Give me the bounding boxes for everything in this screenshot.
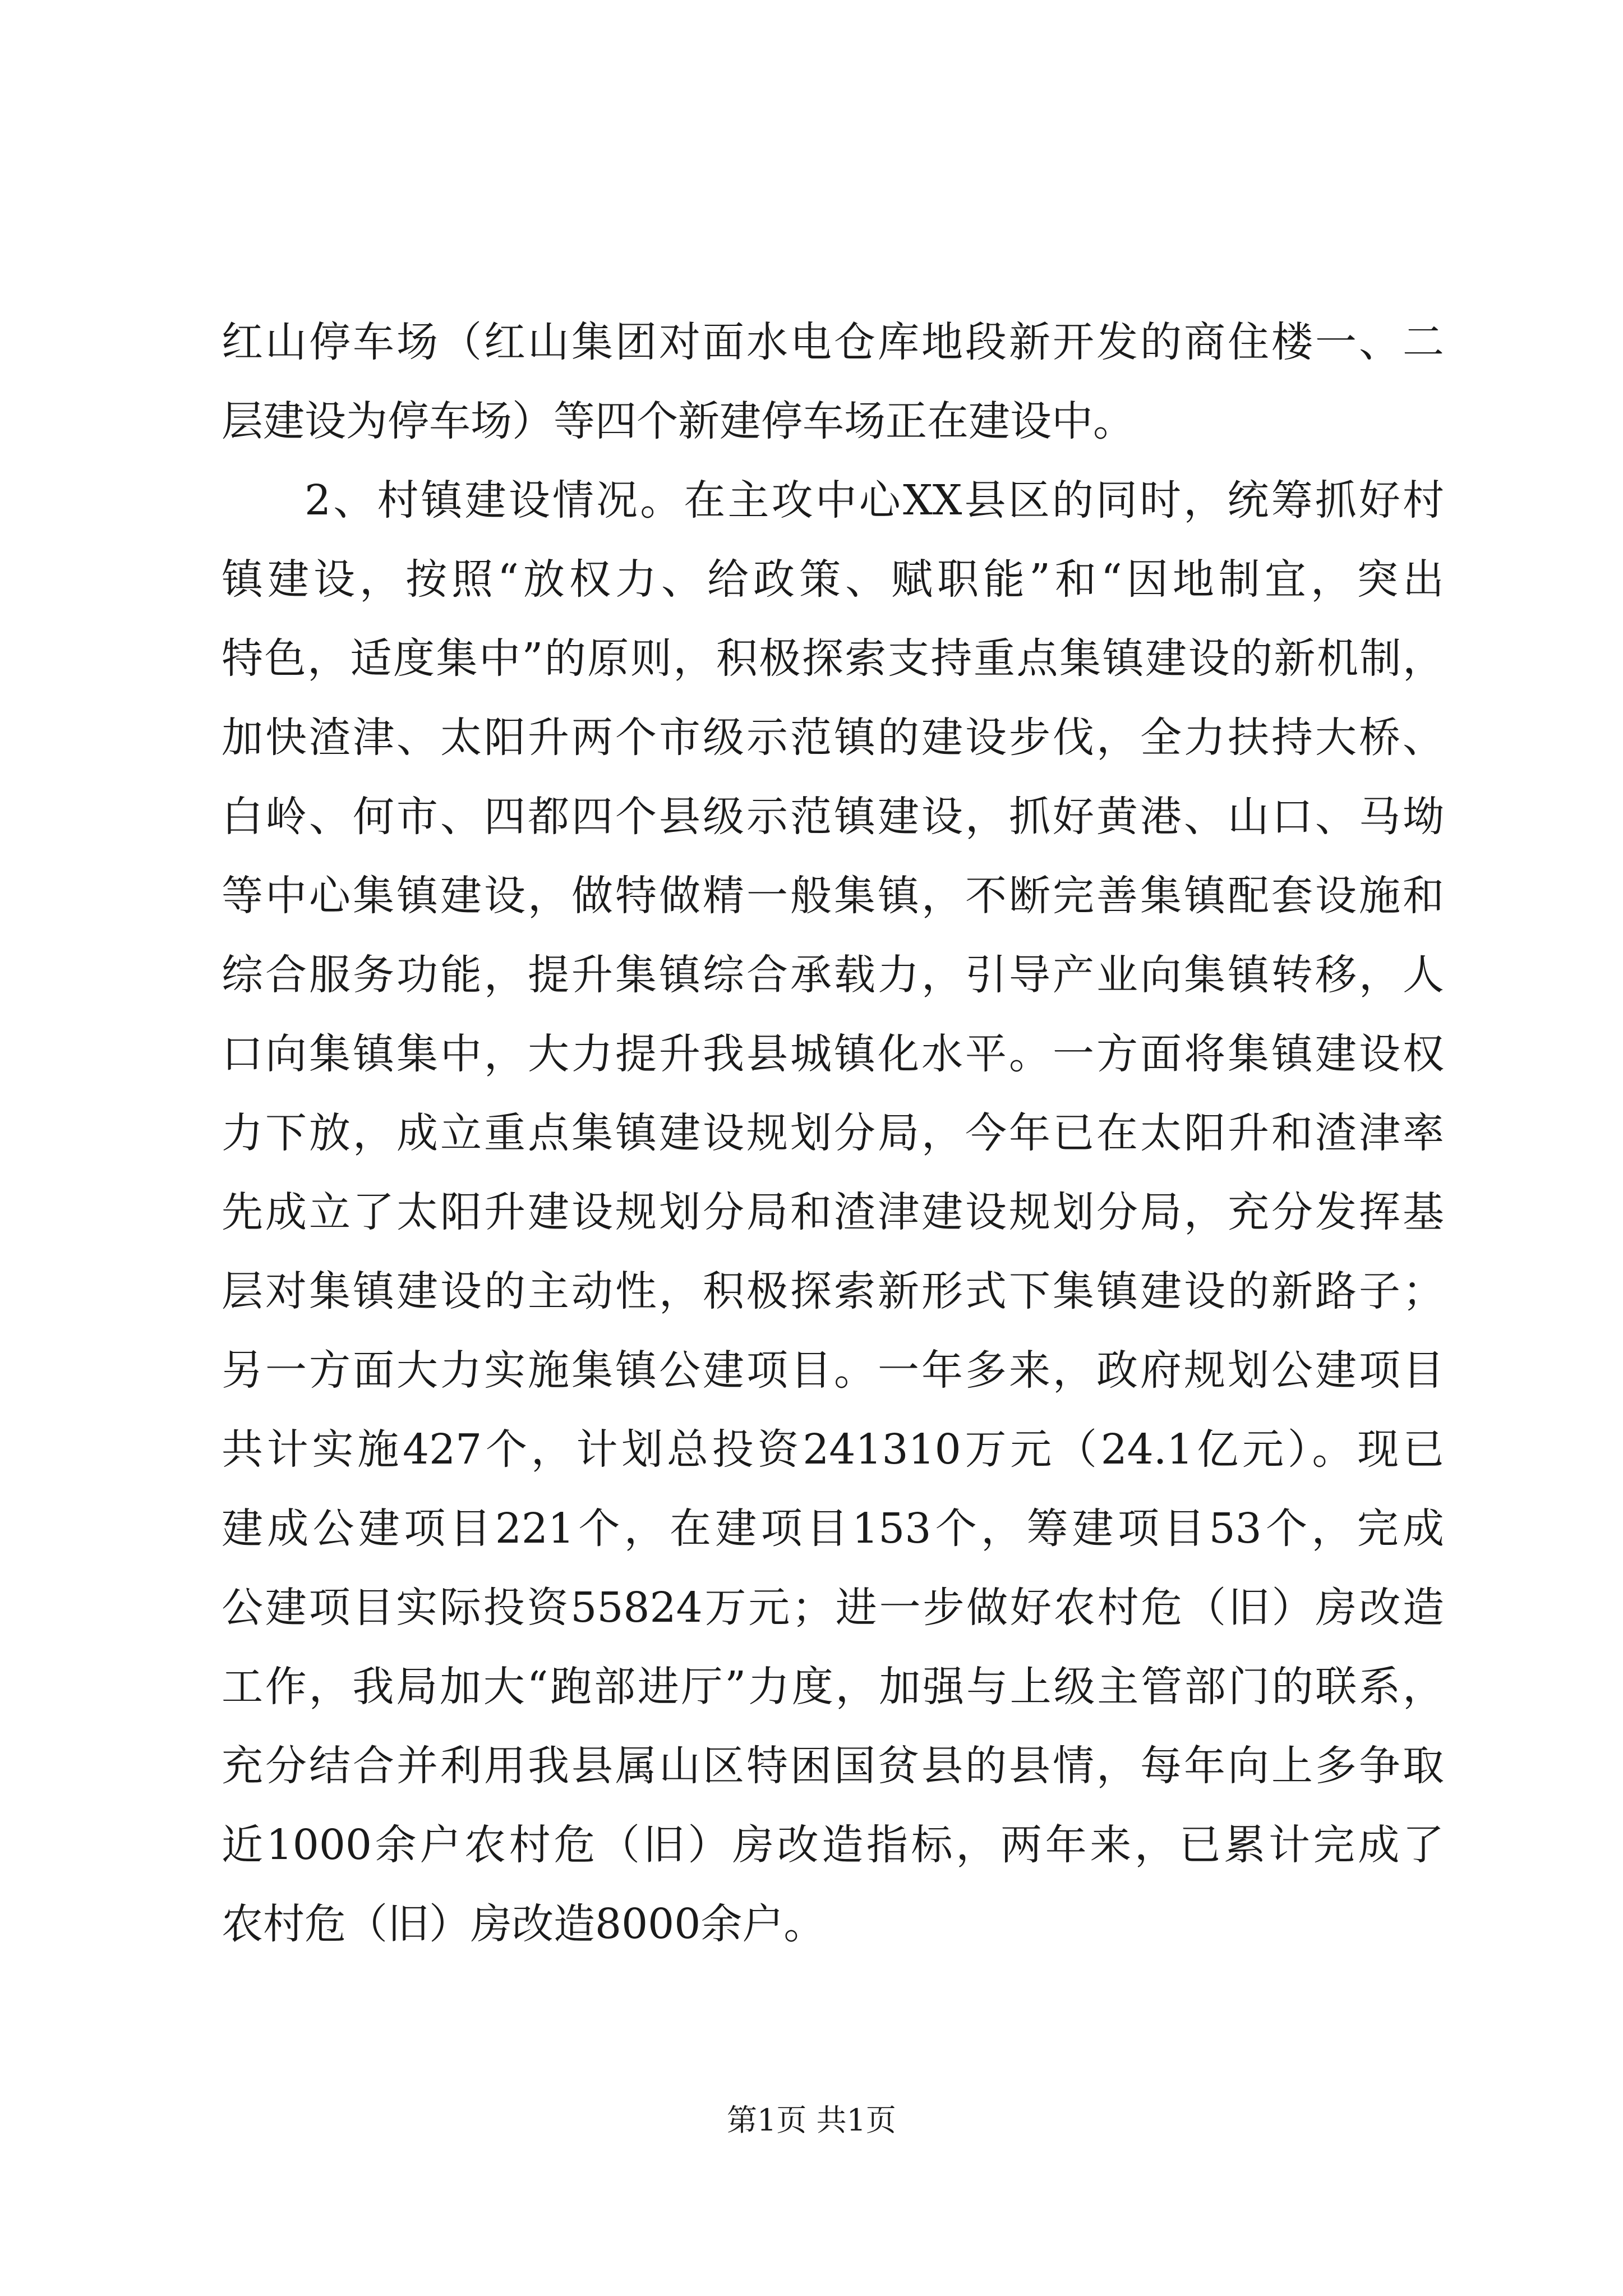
text-line: 加快渣津、太阳升两个市级示范镇的建设步伐，全力扶持大桥、 bbox=[222, 714, 1444, 762]
paragraph-2 bbox=[222, 461, 1444, 1964]
page-footer bbox=[0, 2098, 1623, 2143]
text-line: 等中心集镇建设，做特做精一般集镇，不断完善集镇配套设施和 bbox=[222, 872, 1444, 920]
text-line: 白岭、何市、四都四个县级示范镇建设，抓好黄港、山口、马坳 bbox=[222, 793, 1444, 841]
text-line: 公建项目实际投资55824万元；进一步做好农村危（旧）房改造 bbox=[222, 1584, 1444, 1632]
text-line: 特色，适度集中”的原则，积极探索支持重点集镇建设的新机制， bbox=[222, 634, 1444, 683]
text-line: 2、村镇建设情况。在主攻中心XX县区的同时，统筹抓好村 bbox=[305, 476, 1444, 524]
text-line: 近1000余户农村危（旧）房改造指标，两年来，已累计完成了 bbox=[222, 1821, 1444, 1869]
text-line: 工作，我局加大“跑部进厅”力度，加强与上级主管部门的联系， bbox=[222, 1663, 1444, 1711]
text-line: 口向集镇集中，大力提升我县城镇化水平。一方面将集镇建设权 bbox=[222, 1030, 1444, 1078]
text-line: 红山停车场（红山集团对面水电仓库地段新开发的商住楼一、二 bbox=[222, 318, 1444, 366]
text-line: 共计实施427个，计划总投资241310万元（24.1亿元）。现已 bbox=[222, 1425, 1444, 1474]
text-line: 建成公建项目221个，在建项目153个，筹建项目53个，完成 bbox=[222, 1504, 1444, 1553]
text-line: 农村危（旧）房改造8000余户。 bbox=[222, 1900, 826, 1948]
paragraph-1 bbox=[222, 303, 1444, 461]
text-line: 层对集镇建设的主动性，积极探索新形式下集镇建设的新路子； bbox=[222, 1267, 1444, 1315]
text-line: 层建设为停车场）等四个新建停车场正在建设中。 bbox=[222, 397, 1135, 445]
page-number: 第1页 共1页 bbox=[727, 2102, 896, 2138]
text-line: 综合服务功能，提升集镇综合承载力，引导产业向集镇转移，人 bbox=[222, 951, 1444, 999]
text-line: 充分结合并利用我县属山区特困国贫县的县情，每年向上多争取 bbox=[222, 1742, 1444, 1790]
text-line: 另一方面大力实施集镇公建项目。一年多来，政府规划公建项目 bbox=[222, 1346, 1444, 1395]
document-body bbox=[222, 303, 1444, 1964]
text-line: 力下放，成立重点集镇建设规划分局，今年已在太阳升和渣津率 bbox=[222, 1109, 1444, 1157]
text-line: 镇建设，按照“放权力、给政策、赋职能”和“因地制宜，突出 bbox=[222, 555, 1444, 604]
text-line: 先成立了太阳升建设规划分局和渣津建设规划分局，充分发挥基 bbox=[222, 1188, 1444, 1236]
